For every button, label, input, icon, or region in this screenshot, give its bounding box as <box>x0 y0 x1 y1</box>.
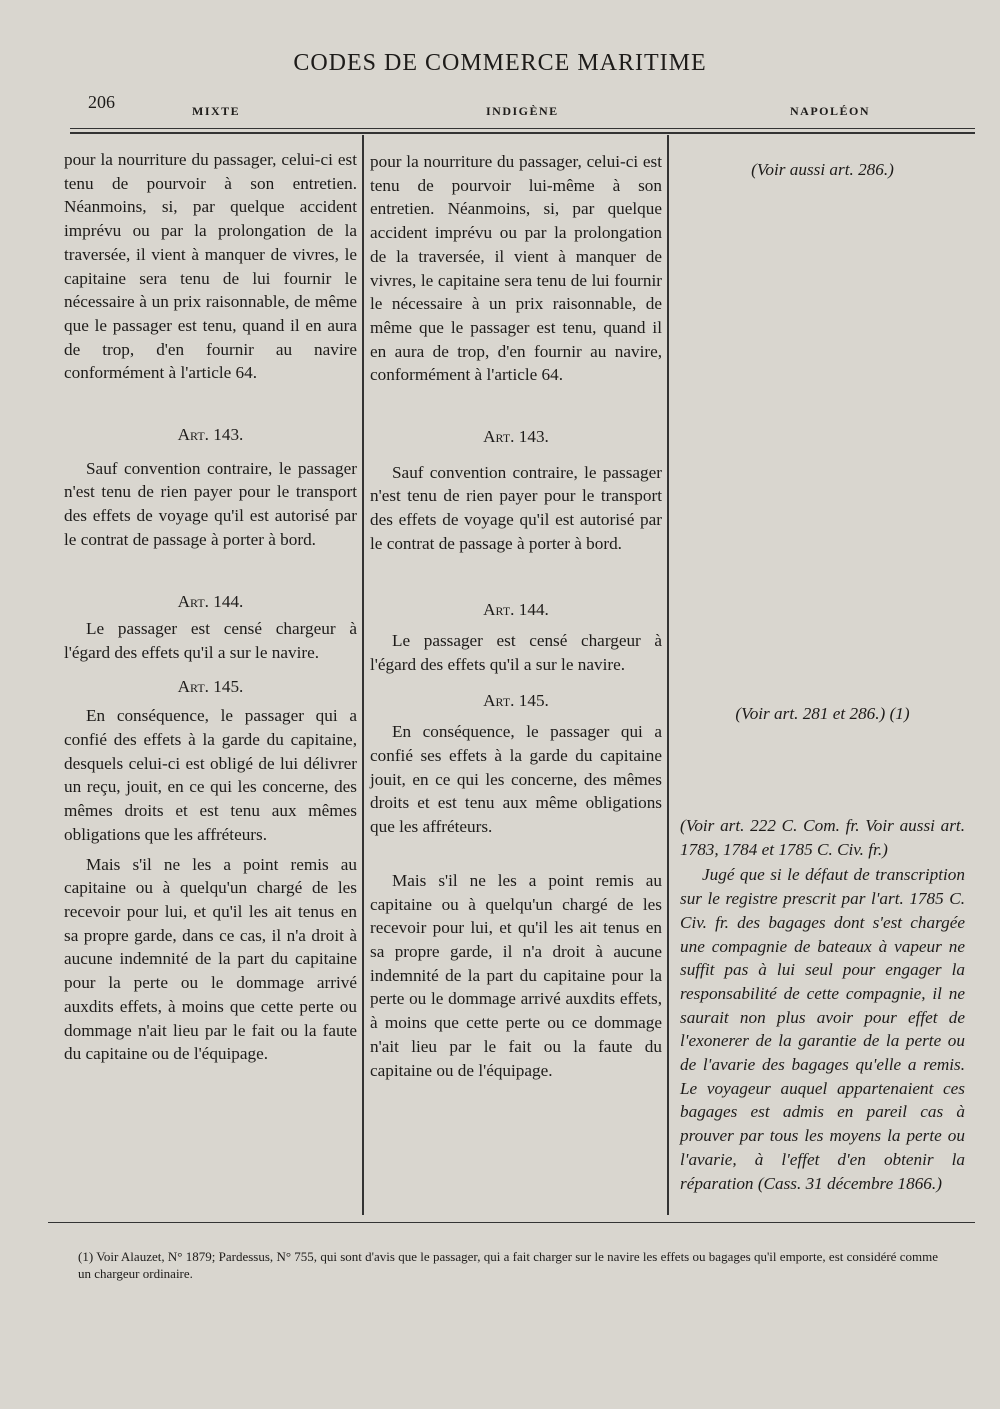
indigene-paragraph: pour la nourriture du passager, celui-ci est tenu de pourvoir lui-même à son entretien. Néanmoins, si, par quelque accident imprévu ou par la prolongation de la traversée, il vient à manquer de vivres, le capitaine sera tenu de lui fournir le nécessaire à un prix raisonnable, de même que le passager est tenu, quand il en aura de trop, d'en fournir au navire, conformément à l'article 64. <box>370 152 662 385</box>
header-rule-double <box>70 132 975 134</box>
header-rule <box>70 128 975 129</box>
indigene-art145-text2: Mais s'il ne les a point remis au capitaine ou à quelqu'un chargé de les recevoir pour lui, et qu'il les ait tenus en sa propre garde, il n'a droit à aucune indemnité de la part du capitaine pour la perte ou le dommage arrivé auxdits effets, à moins que cette perte ou ce dommage n'ait lieu par le fait ou la faute du capitaine ou de l'équipage. <box>370 870 662 1080</box>
napoleon-note-1: (Voir aussi art. 286.) <box>751 160 894 179</box>
napoleon-note-4: Jugé que si le défaut de transcription sur le registre prescrit par l'art. 1785 C. Civ. fr. des bagages dont s'est chargée une compagnie de bateaux à vapeur ne suffit pas à lui seul pour engager la responsabilité de cette compagnie, il ne saurait non plus avoir pour effet de l'exonerer de la garantie de la perte ou de l'avarie des bagages qu'elle a remis. Le voyageur auquel appartenaient ces bagages est admis en pareil cas à prouver par tous les moyens la perte ou l'avarie, à l'effet d'en obtenir la réparation (Cass. 31 décembre 1866.) <box>680 865 965 1193</box>
napoleon-notes-block <box>680 814 965 1195</box>
mixte-art143-text: Sauf convention contraire, le passager n'est tenu de rien payer pour le transport des effets de voyage qu'il est autorisé par le contrat de passage à porter à bord. <box>64 458 357 549</box>
mixte-art145-text1: En conséquence, le passager qui a confié des effets à la garde du capitaine, desquels celui-ci est obligé de lui délivrer un reçu, jouit, en ce qui les concerne, des mêmes droits et est tenu aux mêmes obligations que les affréteurs. <box>64 706 357 844</box>
mixte-paragraph: pour la nourriture du passager, celui-ci est tenu de pourvoir à son entretien. Néanmoins, si, par quelque accident imprévu ou par la prolongation de la traversée, il vient à manquer de vivres, le capitaine sera tenu de lui fournir le nécessaire à un prix raisonnable, de même que le passager est tenu, quand il en aura de trop, d'en fournir au navire conformément à l'article 64. <box>64 150 357 383</box>
mixte-art144-title: Art. 144. <box>177 591 244 611</box>
indigene-art145-title: Art. 145. <box>483 690 549 710</box>
mixte-art145-title: Art. 145. <box>177 676 244 696</box>
indigene-art143-text: Sauf convention contraire, le passager n'est tenu de rien payer pour le transport des effets de voyage qu'il est autorisé par le contrat de passage à porter à bord. <box>370 462 662 553</box>
mixte-art145-text2: Mais s'il ne les a point remis au capitaine ou à quelqu'un chargé de les recevoir pour lui, et qu'il les ait tenus en sa propre garde, dans ce cas, il n'a droit à aucune indemnité de la part du capitaine pour la perte ou le dommage arrivé auxdits effets, à moins que cette perte ou dommage n'ait lieu par le fait ou la faute du capitaine ou de l'équipage. <box>64 854 357 1064</box>
indigene-art144-text: Le passager est censé chargeur à l'égard des effets qu'il a sur le navire. <box>370 631 662 674</box>
column-divider-1 <box>362 135 364 1215</box>
column-header-napoleon: NAPOLÉON <box>790 104 871 118</box>
napoleon-note-3: (Voir art. 222 C. Com. fr. Voir aussi art. 1783, 1784 et 1785 C. Civ. fr.) <box>680 816 965 859</box>
column-header-indigene: INDIGÈNE <box>486 104 559 118</box>
mixte-art144-text: Le passager est censé chargeur à l'égard des effets qu'il a sur le navire. <box>64 619 357 662</box>
mixte-art143-title: Art. 143. <box>177 425 244 445</box>
footnote: (1) Voir Alauzet, N° 1879; Pardessus, N° 755, qui sont d'avis que le passager, qui a fait charger sur le navire les effets ou bagages qu'il emporte, est considéré comme un chargeur ordinaire. <box>78 1249 938 1281</box>
column-header-mixte: MIXTE <box>192 104 241 118</box>
column-mixte <box>64 148 357 1066</box>
bottom-rule <box>48 1222 975 1223</box>
page-title: CODES DE COMMERCE MARITIME <box>293 50 707 76</box>
indigene-art145-text1: En conséquence, le passager qui a confié ses effets à la garde du capitaine jouit, en ce qui les concerne, des mêmes droits et est tenu aux même obligations que les affréteurs. <box>370 722 662 837</box>
napoleon-note-2: (Voir art. 281 et 286.) (1) <box>735 704 910 723</box>
column-divider-2 <box>667 135 669 1215</box>
page-number: 206 <box>88 92 115 112</box>
column-indigene <box>370 150 662 1082</box>
indigene-art143-title: Art. 143. <box>483 427 549 447</box>
indigene-art144-title: Art. 144. <box>483 599 549 619</box>
